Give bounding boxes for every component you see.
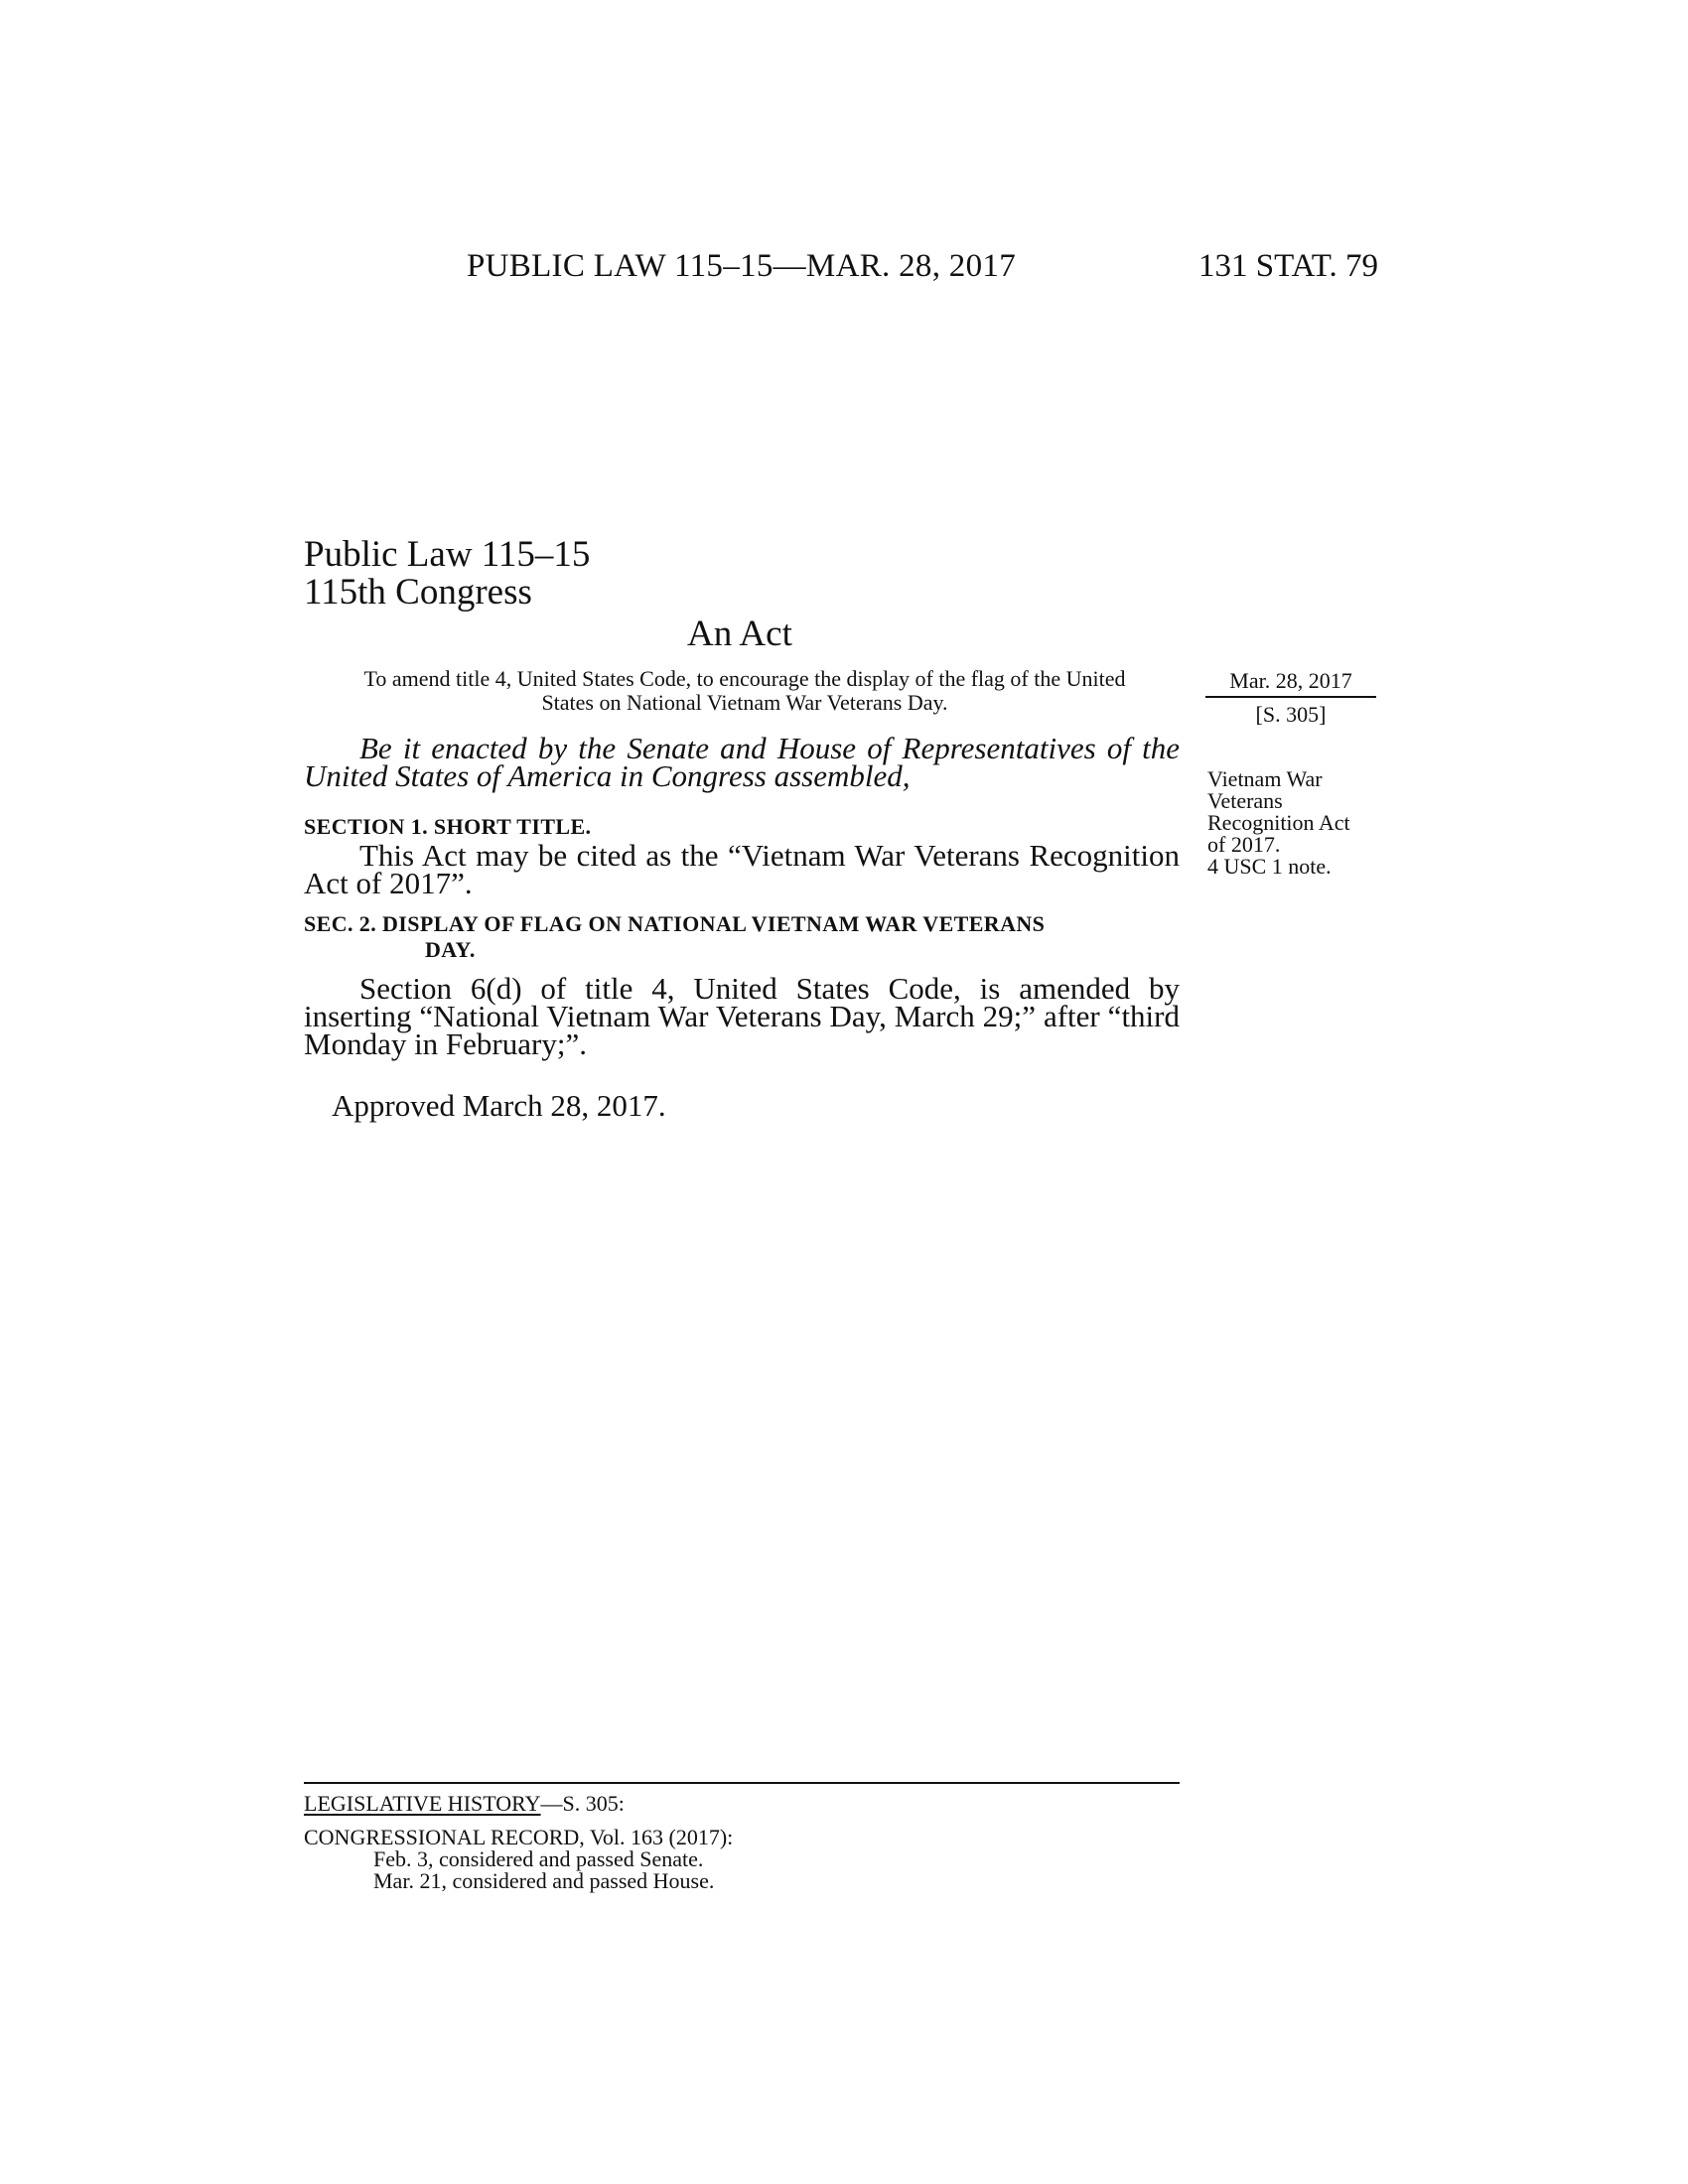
- approval-date: Approved March 28, 2017.: [332, 1088, 666, 1123]
- legislative-action: Mar. 21, considered and passed House.: [373, 1868, 715, 1893]
- margin-note: [1207, 768, 1396, 878]
- act-heading: An Act: [687, 614, 792, 654]
- legislative-history-label: LEGISLATIVE HISTORY: [304, 1791, 541, 1816]
- section-1-text: This Act may be cited as the “Vietnam War Veterans Recognition Act of 2017”.: [304, 838, 1180, 900]
- margin-note-line: Veterans: [1207, 788, 1283, 813]
- legislative-history-bill: —S. 305:: [540, 1791, 625, 1816]
- footnote-divider: [304, 1782, 1180, 1784]
- public-law-number: Public Law 115–15: [304, 534, 591, 575]
- section-2-heading: [304, 911, 1180, 963]
- congressional-record: CONGRESSIONAL RECORD, Vol. 163 (2017):: [304, 1825, 734, 1849]
- margin-date: Mar. 28, 2017: [1205, 668, 1376, 698]
- legislative-history-title: [304, 1791, 625, 1817]
- section-1-heading: SECTION 1. SHORT TITLE.: [304, 814, 592, 839]
- act-purpose: To amend title 4, United States Code, to encourage the display of the flag of the United States on National Vietnam War Veterans Day.: [363, 666, 1126, 715]
- margin-note-line: 4 USC 1 note.: [1207, 854, 1332, 879]
- statutes-page-number: 131 STAT. 79: [1197, 248, 1378, 284]
- section-2-text: Section 6(d) of title 4, United States Code, is amended by inserting “National Vietnam War Veterans Day, March 29;” after “third Monday in February;”.: [304, 971, 1180, 1061]
- margin-note-line: Vietnam War: [1207, 766, 1323, 791]
- legislative-action: Feb. 3, considered and passed Senate.: [373, 1846, 704, 1871]
- margin-note-line: of 2017.: [1207, 832, 1281, 857]
- section-2-heading-line: SEC. 2. DISPLAY OF FLAG ON NATIONAL VIETNAM WAR VETERANS: [304, 911, 1046, 936]
- enacting-clause: Be it enacted by the Senate and House of Representatives of the United States of America in Congress assembled,: [304, 731, 1180, 793]
- margin-bill-number: [S. 305]: [1255, 702, 1327, 727]
- margin-note-line: Recognition Act: [1207, 810, 1350, 835]
- section-2-heading-continuation: DAY.: [425, 937, 476, 962]
- running-head: PUBLIC LAW 115–15—MAR. 28, 2017: [467, 248, 1017, 284]
- congress-number: 115th Congress: [304, 572, 532, 613]
